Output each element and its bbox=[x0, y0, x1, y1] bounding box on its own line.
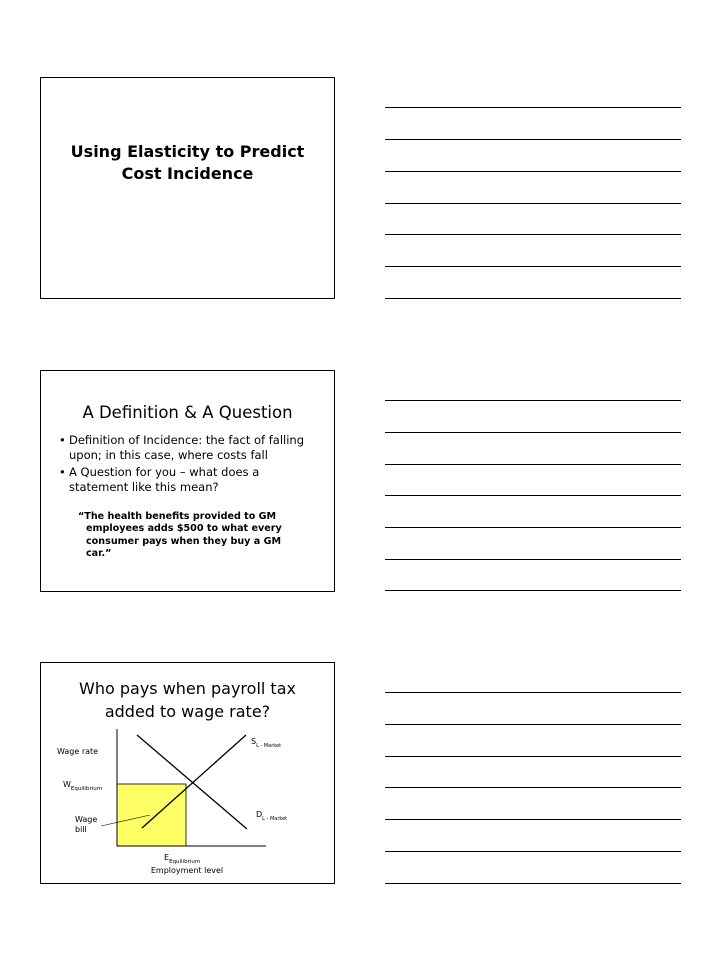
supply-label bbox=[251, 737, 281, 749]
notes-line bbox=[385, 756, 681, 757]
notes-line bbox=[385, 819, 681, 820]
wage-bill-label-line-2: bill bbox=[75, 825, 87, 834]
notes-line bbox=[385, 107, 681, 108]
employment-equilibrium-main: E bbox=[164, 853, 170, 862]
slide-2 bbox=[40, 370, 335, 592]
slide-1-title-line-2: Cost Incidence bbox=[121, 164, 254, 183]
demand-label-sub: L - Market bbox=[262, 816, 288, 822]
bullet-question: • A Question for you – what does a statement like this mean? bbox=[59, 465, 316, 495]
notes-line bbox=[385, 266, 681, 267]
bullet-definition: • Definition of Incidence: the fact of falling upon; in this case, where costs fall bbox=[59, 433, 316, 463]
notes-line bbox=[385, 692, 681, 693]
notes-line bbox=[385, 464, 681, 465]
notes-line bbox=[385, 234, 681, 235]
wage-bill-label-line-1: Wage bbox=[75, 815, 98, 824]
slide-2-title: A Definition & A Question bbox=[82, 403, 293, 422]
employment-equilibrium-label bbox=[164, 853, 200, 865]
wage-equilibrium-sub: Equilibrium bbox=[70, 786, 103, 792]
wage-bill-area bbox=[117, 784, 186, 846]
slide-3-title-line-2: added to wage rate? bbox=[104, 702, 271, 721]
notes-line bbox=[385, 559, 681, 560]
notes-line bbox=[385, 171, 681, 172]
supply-label-main: S bbox=[251, 737, 257, 746]
notes-line bbox=[385, 432, 681, 433]
notes-line bbox=[385, 298, 681, 299]
demand-label bbox=[256, 810, 287, 822]
notes-line bbox=[385, 203, 681, 204]
y-axis-label: Wage rate bbox=[57, 747, 99, 756]
slide-2-bullet-list bbox=[59, 433, 316, 497]
x-axis-label: Employment level bbox=[150, 866, 224, 875]
notes-line bbox=[385, 724, 681, 725]
gm-quote: “The health benefits provided to GM employees adds $500 to what every consumer pays when they buy a GM car.” bbox=[78, 511, 282, 560]
wage-equilibrium-main: W bbox=[63, 780, 71, 789]
notes-line bbox=[385, 590, 681, 591]
notes-line bbox=[385, 851, 681, 852]
notes-line bbox=[385, 787, 681, 788]
notes-line bbox=[385, 139, 681, 140]
employment-equilibrium-sub: Equilibrium bbox=[169, 859, 201, 865]
notes-line bbox=[385, 527, 681, 528]
slide-1-title bbox=[41, 141, 334, 185]
supply-label-sub: L - Market bbox=[256, 743, 282, 749]
notes-line bbox=[385, 883, 681, 884]
labor-market-diagram bbox=[41, 663, 336, 885]
notes-line bbox=[385, 495, 681, 496]
slide-1-title-line-1: Using Elasticity to Predict bbox=[70, 142, 305, 161]
demand-label-main: D bbox=[256, 810, 263, 819]
slide-1 bbox=[40, 77, 335, 299]
slide-3-title-line-1: Who pays when payroll tax bbox=[79, 679, 296, 698]
wage-equilibrium-label bbox=[63, 780, 102, 792]
slide-3 bbox=[40, 662, 335, 884]
notes-line bbox=[385, 400, 681, 401]
